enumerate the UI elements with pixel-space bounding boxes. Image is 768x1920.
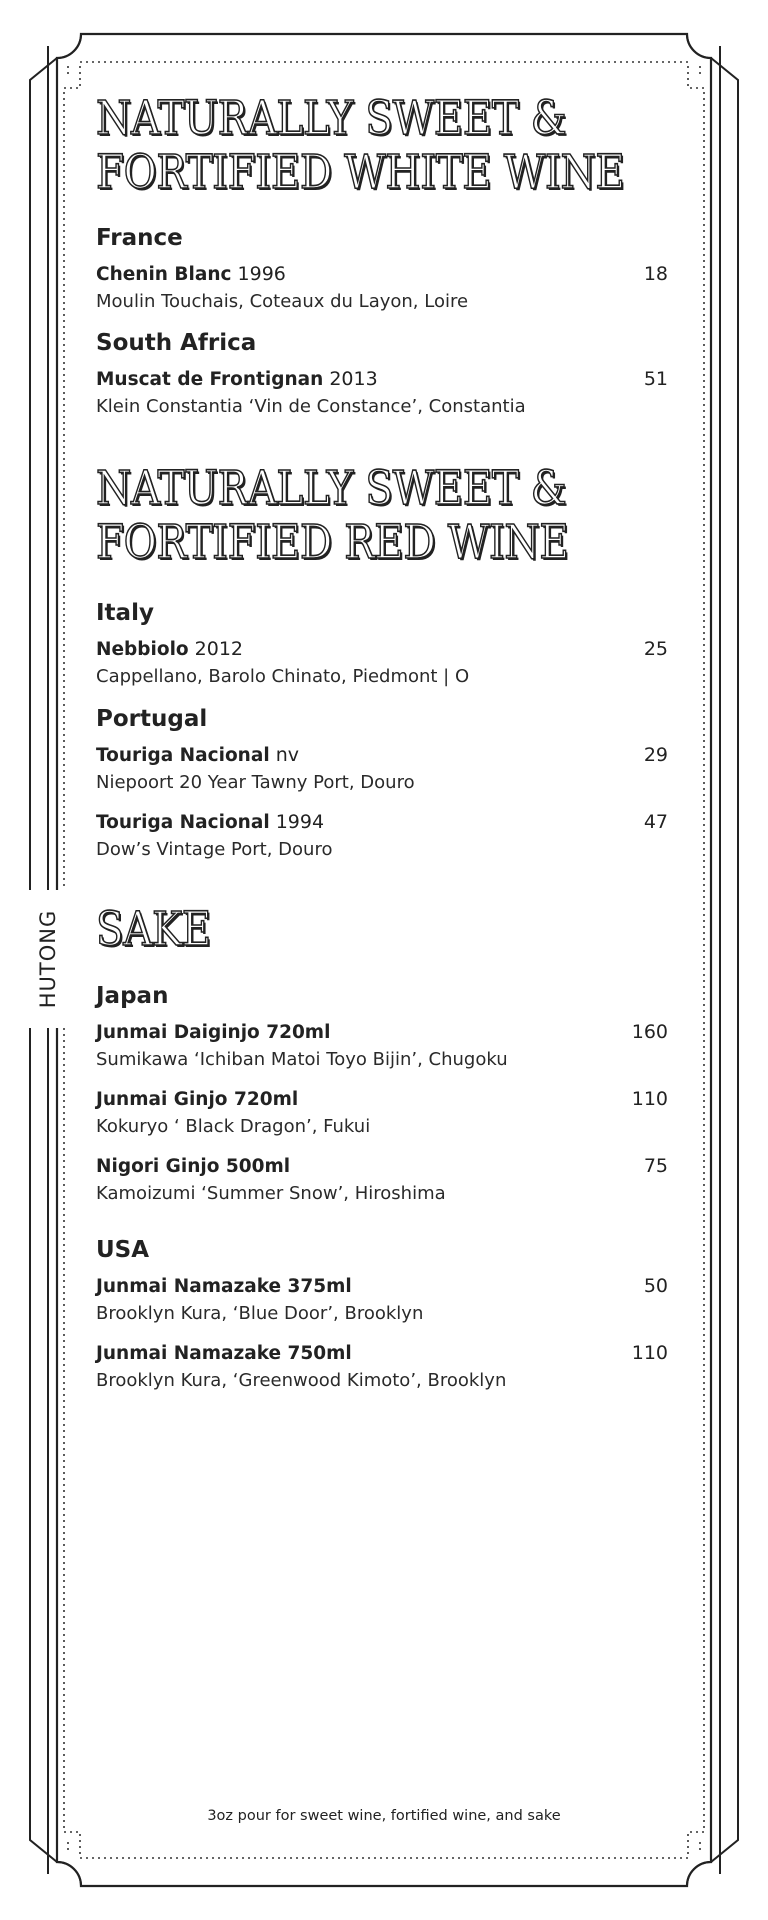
footnote: 3oz pour for sweet wine, fortified wine, and sake — [207, 1808, 561, 1824]
wine-producer: Brooklyn Kura, ‘Blue Door’, Brooklyn — [96, 1303, 424, 1324]
wine-price: 29 — [643, 744, 668, 766]
section-title-red-line2: FORTIFIED RED WINE — [96, 515, 569, 570]
wine-producer: Dow’s Vintage Port, Douro — [96, 839, 333, 860]
sake-name: Junmai Namazake 750ml — [96, 1343, 352, 1364]
wine-item — [96, 1274, 672, 1330]
country-heading: France — [96, 225, 183, 251]
country-heading: Japan — [96, 983, 169, 1009]
section-title-sake: SAKE — [96, 902, 211, 957]
wine-producer: Brooklyn Kura, ‘Greenwood Kimoto’, Brooklyn — [96, 1370, 507, 1391]
country-heading: USA — [96, 1237, 150, 1263]
sake-name: Nigori Ginjo 500ml — [96, 1156, 291, 1177]
side-tab-label: HUTONG — [36, 909, 60, 1009]
wine-producer: Sumikawa ‘Ichiban Matoi Toyo Bijin’, Chugoku — [96, 1049, 508, 1070]
wine-price: 51 — [643, 368, 668, 390]
country-heading: Portugal — [96, 706, 208, 732]
wine-price: 110 — [631, 1088, 668, 1110]
country-heading: Italy — [96, 600, 154, 626]
wine-producer: Cappellano, Barolo Chinato, Piedmont | O — [96, 666, 470, 687]
sake-name: Junmai Daiginjo 720ml — [96, 1022, 331, 1043]
wine-item — [96, 367, 672, 423]
menu-content — [96, 0, 674, 1920]
wine-item — [96, 262, 672, 318]
wine-vintage: 2012 — [194, 638, 244, 660]
country-heading: South Africa — [96, 330, 257, 356]
wine-item — [96, 1341, 672, 1397]
wine-grape: Touriga Nacional — [96, 812, 270, 833]
wine-grape: Touriga Nacional — [96, 745, 270, 766]
wine-vintage: 2013 — [329, 368, 378, 390]
section-title-white: NATURALLY SWEET & — [96, 91, 567, 146]
wine-grape: Chenin Blanc — [96, 264, 232, 285]
side-tab — [26, 890, 70, 1028]
wine-item — [96, 1087, 672, 1143]
wine-grape: Nebbiolo — [96, 639, 189, 660]
wine-item — [96, 637, 672, 693]
wine-price: 160 — [631, 1021, 668, 1043]
wine-producer: Kamoizumi ‘Summer Snow’, Hiroshima — [96, 1183, 446, 1204]
wine-price: 75 — [643, 1155, 668, 1177]
sake-name: Junmai Ginjo 720ml — [96, 1089, 299, 1110]
wine-price: 25 — [643, 638, 668, 660]
wine-item — [96, 1154, 672, 1210]
wine-price: 110 — [631, 1342, 668, 1364]
wine-vintage: 1996 — [237, 263, 286, 285]
wine-price: 50 — [643, 1275, 668, 1297]
wine-item — [96, 1020, 672, 1076]
sake-name: Junmai Namazake 375ml — [96, 1276, 352, 1297]
wine-price: 18 — [643, 263, 668, 285]
wine-producer: Kokuryo ‘ Black Dragon’, Fukui — [96, 1116, 371, 1137]
wine-item — [96, 743, 672, 799]
wine-producer: Moulin Touchais, Coteaux du Layon, Loire — [96, 291, 469, 312]
wine-producer: Niepoort 20 Year Tawny Port, Douro — [96, 772, 415, 793]
section-title-white-line2: FORTIFIED WHITE WINE — [96, 145, 625, 200]
wine-vintage: 1994 — [275, 811, 325, 833]
wine-price: 47 — [643, 811, 668, 833]
wine-vintage: nv — [275, 744, 299, 766]
section-title-red: NATURALLY SWEET & — [96, 461, 567, 516]
wine-producer: Klein Constantia ‘Vin de Constance’, Constantia — [96, 396, 526, 417]
wine-grape: Muscat de Frontignan — [96, 369, 324, 390]
wine-item — [96, 810, 672, 866]
